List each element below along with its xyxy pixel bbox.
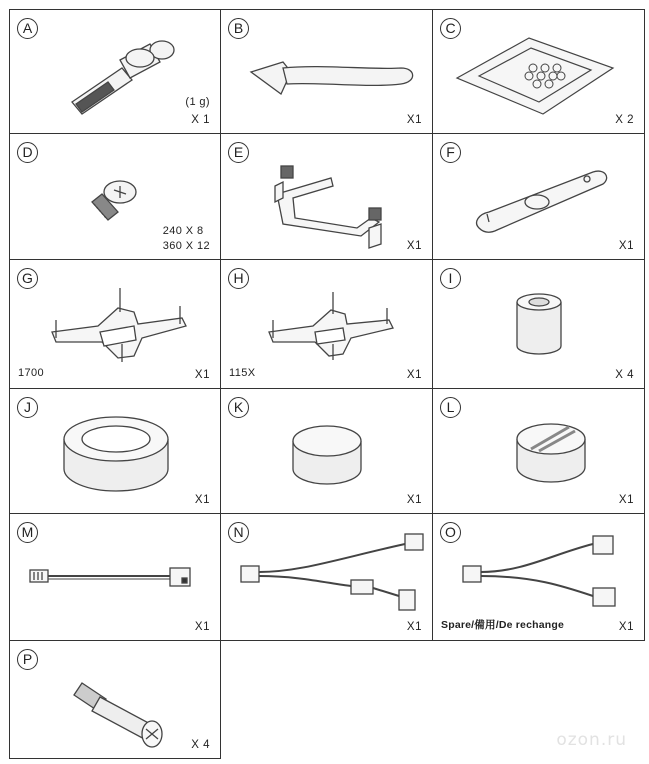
part-letter: G xyxy=(17,268,38,289)
socket-note: 1700 xyxy=(18,367,45,379)
quantity-label: X1 xyxy=(618,240,634,252)
part-cell-d xyxy=(9,133,221,260)
part-letter: I xyxy=(440,268,461,289)
mounting-bracket-icon xyxy=(221,134,434,261)
cleaning-wipe-icon xyxy=(433,10,646,135)
cap-cover-icon xyxy=(221,389,434,515)
watermark: ozon.ru xyxy=(556,730,627,750)
screw-count-note: 240 X 8 360 X 12 xyxy=(162,225,210,252)
part-letter: F xyxy=(440,142,461,163)
part-letter: M xyxy=(17,522,38,543)
part-letter: P xyxy=(17,649,38,670)
part-cell-i xyxy=(432,259,645,389)
part-cell-l xyxy=(432,388,645,514)
spacer-icon xyxy=(433,260,646,390)
socket-note: 115X xyxy=(229,367,256,379)
quantity-label: X1 xyxy=(406,621,422,633)
part-cell-g xyxy=(9,259,221,389)
part-letter: E xyxy=(228,142,249,163)
quantity-label: X1 xyxy=(618,494,634,506)
part-cell-a xyxy=(9,9,221,134)
part-cell-n xyxy=(220,513,433,641)
quantity-label: X1 xyxy=(194,494,210,506)
spatula-icon xyxy=(221,10,434,135)
part-letter: K xyxy=(228,397,249,418)
quantity-label: X1 xyxy=(194,369,210,381)
part-letter: C xyxy=(440,18,461,39)
part-letter: J xyxy=(17,397,38,418)
standoff-icon xyxy=(10,641,222,760)
part-cell-m xyxy=(9,513,221,641)
quantity-label: X1 xyxy=(406,494,422,506)
quantity-label: X 1 xyxy=(191,114,210,126)
part-cell-h xyxy=(220,259,433,389)
part-letter: L xyxy=(440,397,461,418)
quantity-label: X 2 xyxy=(615,114,634,126)
part-cell-c xyxy=(432,9,645,134)
quantity-label: X1 xyxy=(194,621,210,633)
quantity-label: X 4 xyxy=(191,739,210,751)
part-letter: O xyxy=(440,522,461,543)
quantity-label: X1 xyxy=(618,621,634,633)
striped-cap-icon xyxy=(433,389,646,515)
quantity-label: X1 xyxy=(406,114,422,126)
part-letter: B xyxy=(228,18,249,39)
part-cell-o xyxy=(432,513,645,641)
ring-cover-icon xyxy=(10,389,222,515)
part-cell-j xyxy=(9,388,221,514)
argb-cable-icon xyxy=(10,514,222,642)
part-letter: D xyxy=(17,142,38,163)
part-letter: N xyxy=(228,522,249,543)
part-cell-f xyxy=(432,133,645,260)
thermal-paste-syringe-icon xyxy=(10,10,222,135)
parts-grid xyxy=(9,9,645,759)
quantity-label: X 4 xyxy=(615,369,634,381)
part-cell-b xyxy=(220,9,433,134)
quantity-label: X1 xyxy=(406,369,422,381)
wrench-icon xyxy=(433,134,646,261)
y-splitter-cable-icon xyxy=(221,514,434,642)
amount-note: (1 g) xyxy=(185,96,210,108)
part-cell-e xyxy=(220,133,433,260)
part-letter: H xyxy=(228,268,249,289)
part-cell-p xyxy=(9,640,221,759)
spare-note: Spare/備用/De rechange xyxy=(441,619,565,631)
part-cell-k xyxy=(220,388,433,514)
part-letter: A xyxy=(17,18,38,39)
quantity-label: X1 xyxy=(406,240,422,252)
